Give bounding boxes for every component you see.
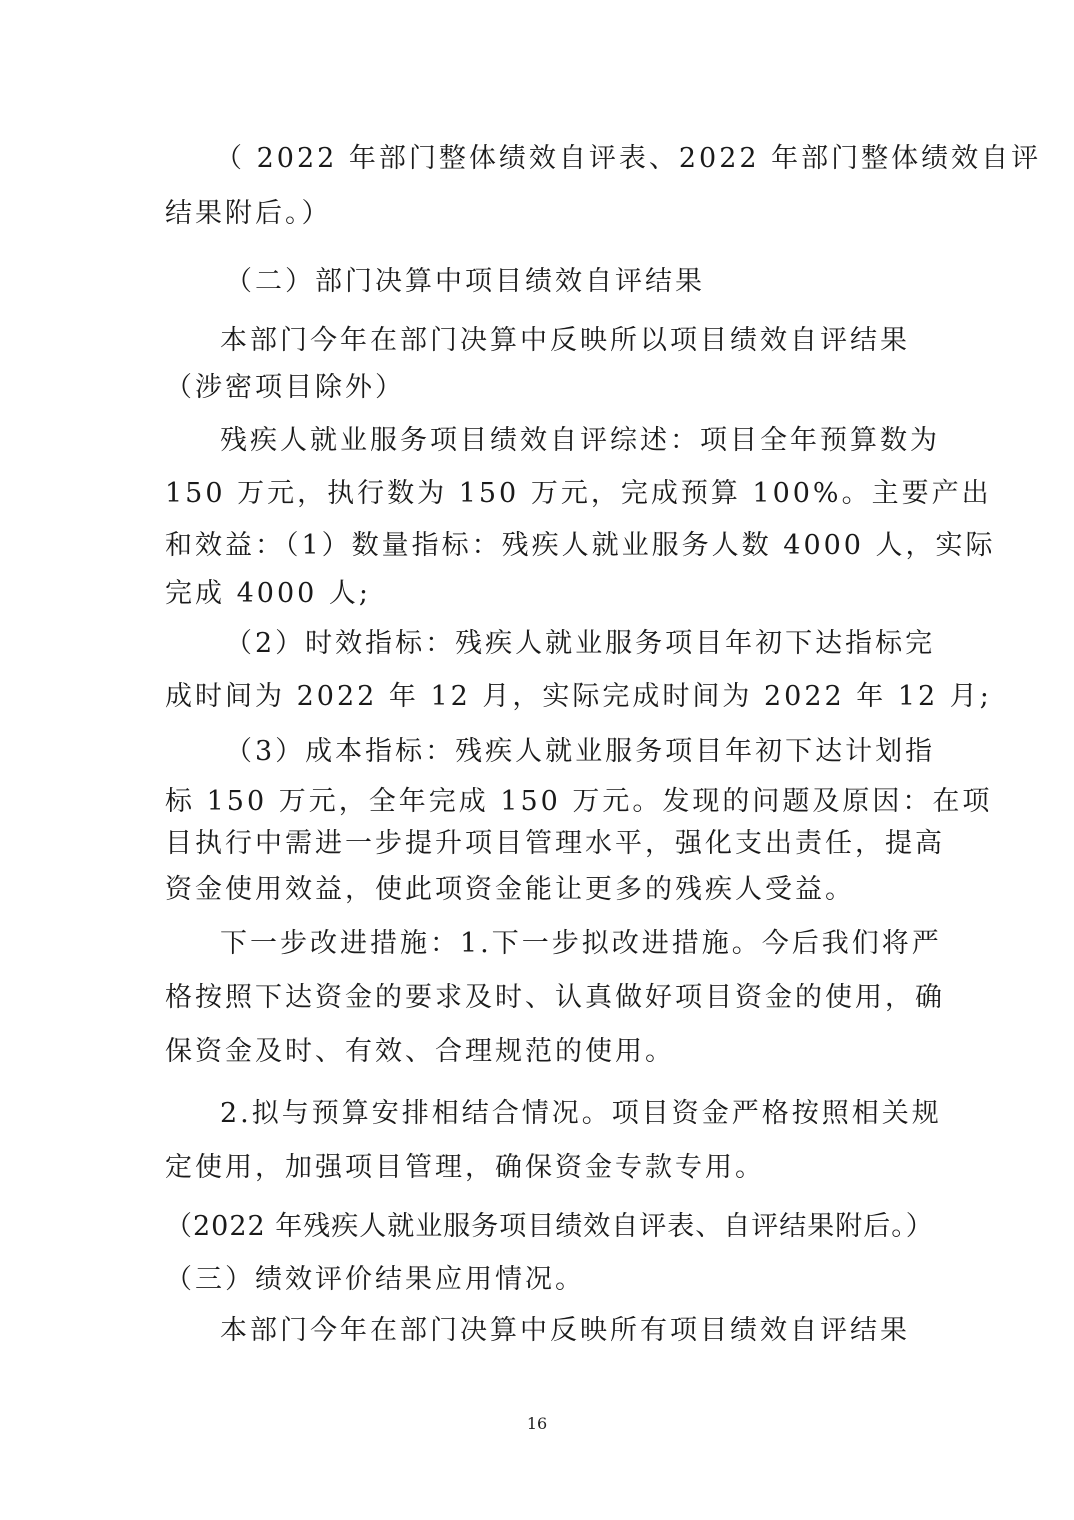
paragraph-line: 残疾人就业服务项目绩效自评综述：项目全年预算数为 [220, 425, 940, 456]
paragraph-line: 2.拟与预算安排相结合情况。项目资金严格按照相关规 [220, 1098, 942, 1129]
page-number: 16 [526, 1414, 548, 1433]
paragraph-line: 和效益：（1）数量指标：残疾人就业服务人数 4000 人，实际 [165, 530, 996, 561]
paragraph-line: 下一步改进措施：1.下一步拟改进措施。今后我们将严 [220, 928, 942, 959]
paragraph-line: （2）时效指标：残疾人就业服务项目年初下达指标完 [225, 628, 936, 659]
paragraph-line: 保资金及时、有效、合理规范的使用。 [165, 1036, 675, 1067]
paragraph-line: 目执行中需进一步提升项目管理水平，强化支出责任，提高 [165, 828, 945, 859]
paragraph-line: 格按照下达资金的要求及时、认真做好项目资金的使用，确 [165, 982, 945, 1013]
paragraph-line: 150 万元，执行数为 150 万元，完成预算 100%。主要产出 [165, 478, 992, 509]
paragraph-line: （3）成本指标：残疾人就业服务项目年初下达计划指 [225, 736, 936, 767]
section-heading: （三）绩效评价结果应用情况。 [165, 1264, 585, 1295]
paragraph-line: 本部门今年在部门决算中反映所以项目绩效自评结果 [220, 325, 910, 356]
paragraph-line: （ 2022 年部门整体绩效自评表、2022 年部门整体绩效自评 [215, 143, 1042, 174]
paragraph-line: 结果附后。） [165, 198, 332, 229]
paragraph-line: 成时间为 2022 年 12 月，实际完成时间为 2022 年 12 月; [165, 681, 992, 712]
paragraph-line: 资金使用效益，使此项资金能让更多的残疾人受益。 [165, 874, 855, 905]
paragraph-line: 标 150 万元，全年完成 150 万元。发现的问题及原因：在项 [165, 786, 993, 817]
section-heading: （二）部门决算中项目绩效自评结果 [225, 266, 705, 297]
paragraph-line: （涉密项目除外） [165, 372, 405, 403]
paragraph-line: （2022 年残疾人就业服务项目绩效自评表、自评结果附后。） [165, 1211, 934, 1242]
paragraph-line: 完成 4000 人; [165, 578, 371, 609]
paragraph-line: 本部门今年在部门决算中反映所有项目绩效自评结果 [220, 1315, 910, 1346]
paragraph-line: 定使用，加强项目管理，确保资金专款专用。 [165, 1152, 765, 1183]
